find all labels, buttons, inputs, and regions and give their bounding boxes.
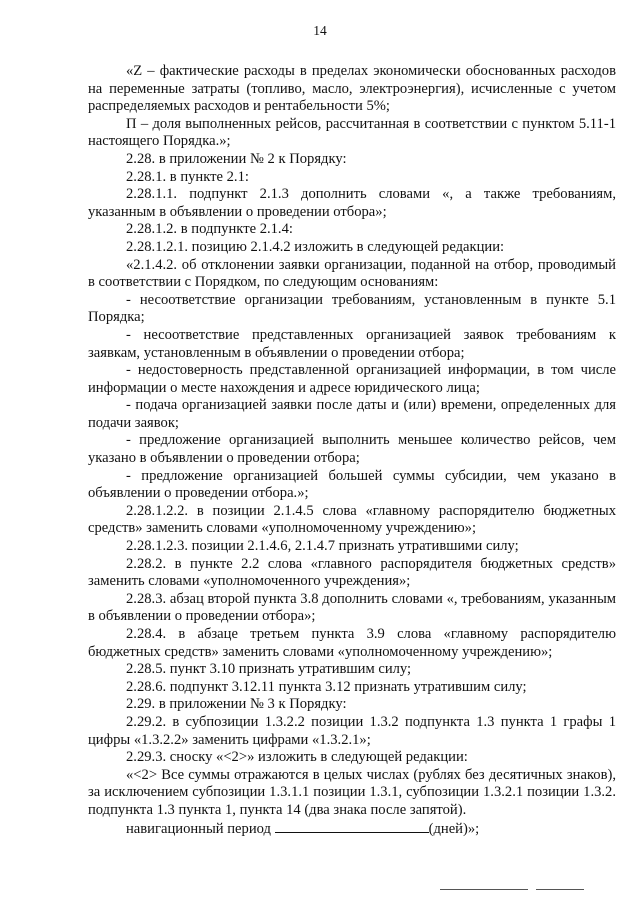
paragraph: - подача организацией заявки после даты и (или) времени, определенных для подачи заявок; (88, 397, 616, 431)
paragraph: 2.28.6. подпункт 3.12.11 пункта 3.12 признать утратившим силу; (126, 678, 527, 695)
paragraph: 2.28.1. в пункте 2.1: (126, 168, 249, 185)
paragraph: 2.28.2. в пункте 2.2 слова «главного распорядителя бюджетных средств» заменить словами «уполномоченного учреждения»; (88, 555, 616, 590)
paragraph: 2.28.1.2. в подпункте 2.1.4: (126, 221, 293, 238)
paragraph (88, 820, 616, 839)
paragraph: 2.29. в приложении № 3 к Порядку: (126, 696, 347, 713)
paragraph: 2.28.1.1. подпункт 2.1.3 дополнить словами «, а также требованиям, указанным в объявлении о проведении отбора»; (88, 186, 616, 220)
paragraph: 2.28.1.2.3. позиции 2.1.4.6, 2.1.4.7 признать утратившими силу; (126, 538, 519, 555)
paragraph: - предложение организацией большей суммы субсидии, чем указано в объявлении о проведении отбора.»; (88, 467, 616, 502)
paragraph: П – доля выполненных рейсов, рассчитанная в соответствии с пунктом 5.11-1 настоящего Порядка.»; (88, 115, 616, 150)
paragraph: 2.28. в приложении № 2 к Порядку: (126, 150, 347, 167)
paragraph: «Z – фактические расходы в пределах экономически обоснованных расходов на переменные затраты (топливо, масло, электроэнергия), исчисленные с учетом распределяемых расходов и рентабельности 5%; (88, 63, 616, 115)
document-body (88, 63, 616, 838)
paragraph-text: навигационный период (126, 820, 275, 837)
paragraph: «2.1.4.2. об отклонении заявки организации, поданной на отбор, проводимый в соответствии с Порядком, по следующим основаниям: (88, 256, 616, 291)
paragraph-text: (дней)»; (428, 820, 480, 837)
paragraph: - несоответствие организации требованиям, установленным в пункте 5.1 Порядка; (88, 291, 616, 326)
paragraph: - несоответствие представленных организацией заявок требованиям к заявкам, установленным в объявлении о проведении отбора; (88, 326, 616, 361)
paragraph: 2.28.1.2.1. позицию 2.1.4.2 изложить в следующей редакции: (126, 238, 505, 255)
paragraph: 2.28.3. абзац второй пункта 3.8 дополнить словами «, требованиям, указанным в объявлении о проведении отбора»; (88, 590, 616, 625)
paragraph: 2.29.3. сноску «<2>» изложить в следующей редакции: (126, 749, 468, 766)
paragraph: 2.29.2. в субпозиции 1.3.2.2 позиции 1.3.2 подпункта 1.3 пункта 1 графы 1 цифры «1.3.2.2» заменить цифрами «1.3.2.1»; (88, 713, 616, 748)
page-number: 14 (313, 23, 327, 38)
footer-rule (536, 889, 584, 890)
footer-rule (440, 889, 528, 890)
paragraph: «<2> Все суммы отражаются в целых числах (рублях без десятичных знаков), за исключением субпозиции 1.3.1.1 позиции 1.3.1, субпозиции 1.3.2.1 позиции 1.3.2. подпункта 1.3 пункта 1, пункта 14 (два знака после запятой). (88, 766, 616, 818)
paragraph: 2.28.1.2.2. в позиции 2.1.4.5 слова «главному распорядителю бюджетных средств» заменить словами «уполномоченному учреждению»; (88, 502, 616, 537)
paragraph: - недостоверность представленной организацией информации, в том числе информации о месте нахождения и адресе юридического лица; (88, 362, 616, 396)
blank-fill-line (275, 820, 429, 833)
paragraph: - предложение организацией выполнить меньшее количество рейсов, чем указано в объявлении о проведении отбора; (88, 432, 616, 467)
paragraph: 2.28.5. пункт 3.10 признать утратившим силу; (126, 661, 412, 678)
paragraph: 2.28.4. в абзаце третьем пункта 3.9 слова «главному распорядителю бюджетных средств» заменить словами «уполномоченному учреждению»; (88, 626, 616, 660)
